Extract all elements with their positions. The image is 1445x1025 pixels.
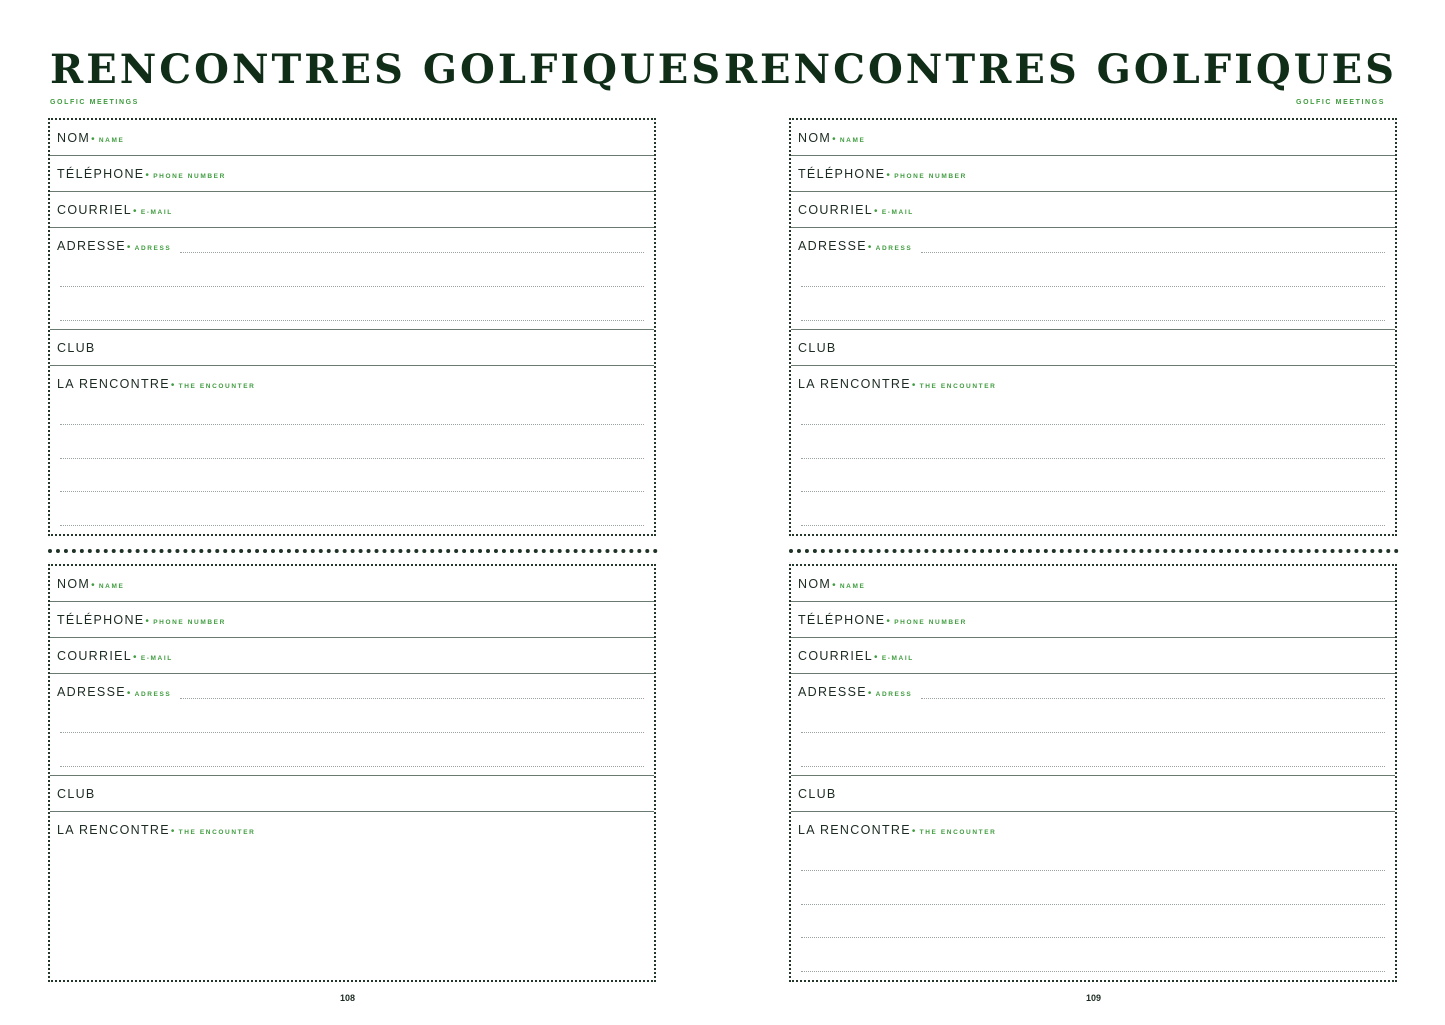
writing-line — [60, 766, 644, 767]
club-label: CLUB — [798, 787, 837, 801]
club-row[interactable] — [791, 330, 1395, 366]
writing-line — [801, 491, 1385, 492]
email-row[interactable] — [50, 638, 654, 674]
encounter-label: LA RENCONTRE• THE ENCOUNTER — [57, 377, 256, 391]
address-label: ADRESSE• ADRESS — [57, 239, 172, 253]
writing-line — [801, 766, 1385, 767]
club-label: CLUB — [57, 787, 96, 801]
encounter-row[interactable] — [50, 366, 654, 536]
encounter-row[interactable] — [791, 366, 1395, 536]
name-row[interactable] — [791, 120, 1395, 156]
name-row[interactable] — [791, 566, 1395, 602]
writing-line — [801, 286, 1385, 287]
email-row[interactable] — [791, 638, 1395, 674]
writing-line — [60, 525, 644, 526]
page-subtitle: GOLFIC MEETINGS — [1296, 99, 1385, 106]
writing-line — [801, 904, 1385, 905]
left-page — [0, 0, 722, 1025]
writing-line — [801, 732, 1385, 733]
writing-line — [60, 286, 644, 287]
club-row[interactable] — [791, 776, 1395, 812]
encounter-label: LA RENCONTRE• THE ENCOUNTER — [57, 823, 256, 837]
writing-line — [60, 732, 644, 733]
writing-line — [180, 252, 644, 253]
writing-line — [801, 458, 1385, 459]
email-label: COURRIEL• E-MAIL — [57, 649, 173, 663]
email-row[interactable] — [791, 192, 1395, 228]
contact-card — [789, 118, 1397, 536]
name-label: NOM• NAME — [798, 577, 866, 591]
writing-line — [801, 424, 1385, 425]
right-page — [723, 0, 1445, 1025]
phone-row[interactable] — [791, 156, 1395, 192]
email-row[interactable] — [50, 192, 654, 228]
encounter-row[interactable] — [791, 812, 1395, 982]
page-number: 109 — [1086, 993, 1102, 1003]
writing-line — [60, 491, 644, 492]
encounter-label: LA RENCONTRE• THE ENCOUNTER — [798, 377, 997, 391]
writing-line — [921, 252, 1385, 253]
address-label: ADRESSE• ADRESS — [57, 685, 172, 699]
contact-card — [48, 564, 656, 982]
card-separator — [48, 549, 658, 553]
phone-row[interactable] — [791, 602, 1395, 638]
page-title: RENCONTRES GOLFIQUES — [50, 46, 724, 93]
page-title: RENCONTRES GOLFIQUES — [723, 46, 1397, 93]
email-label: COURRIEL• E-MAIL — [57, 203, 173, 217]
name-label: NOM• NAME — [57, 131, 125, 145]
name-label: NOM• NAME — [798, 131, 866, 145]
page-subtitle: GOLFIC MEETINGS — [50, 99, 139, 106]
email-label: COURRIEL• E-MAIL — [798, 649, 914, 663]
phone-row[interactable] — [50, 156, 654, 192]
encounter-row[interactable] — [50, 812, 654, 982]
address-row[interactable] — [50, 228, 654, 330]
name-row[interactable] — [50, 566, 654, 602]
club-label: CLUB — [57, 341, 96, 355]
address-label: ADRESSE• ADRESS — [798, 685, 913, 699]
writing-line — [801, 525, 1385, 526]
name-label: NOM• NAME — [57, 577, 125, 591]
club-label: CLUB — [798, 341, 837, 355]
page-number: 108 — [340, 993, 356, 1003]
phone-label: TÉLÉPHONE• PHONE NUMBER — [798, 613, 967, 627]
phone-row[interactable] — [50, 602, 654, 638]
writing-line — [801, 870, 1385, 871]
writing-line — [801, 937, 1385, 938]
name-row[interactable] — [50, 120, 654, 156]
club-row[interactable] — [50, 330, 654, 366]
address-row[interactable] — [791, 228, 1395, 330]
writing-line — [180, 698, 644, 699]
encounter-label: LA RENCONTRE• THE ENCOUNTER — [798, 823, 997, 837]
writing-line — [801, 320, 1385, 321]
club-row[interactable] — [50, 776, 654, 812]
writing-line — [801, 971, 1385, 972]
address-row[interactable] — [791, 674, 1395, 776]
phone-label: TÉLÉPHONE• PHONE NUMBER — [798, 167, 967, 181]
writing-line — [921, 698, 1385, 699]
address-label: ADRESSE• ADRESS — [798, 239, 913, 253]
writing-line — [60, 424, 644, 425]
address-row[interactable] — [50, 674, 654, 776]
email-label: COURRIEL• E-MAIL — [798, 203, 914, 217]
contact-card — [48, 118, 656, 536]
phone-label: TÉLÉPHONE• PHONE NUMBER — [57, 167, 226, 181]
writing-line — [60, 320, 644, 321]
contact-card — [789, 564, 1397, 982]
phone-label: TÉLÉPHONE• PHONE NUMBER — [57, 613, 226, 627]
card-separator — [789, 549, 1399, 553]
writing-line — [60, 458, 644, 459]
